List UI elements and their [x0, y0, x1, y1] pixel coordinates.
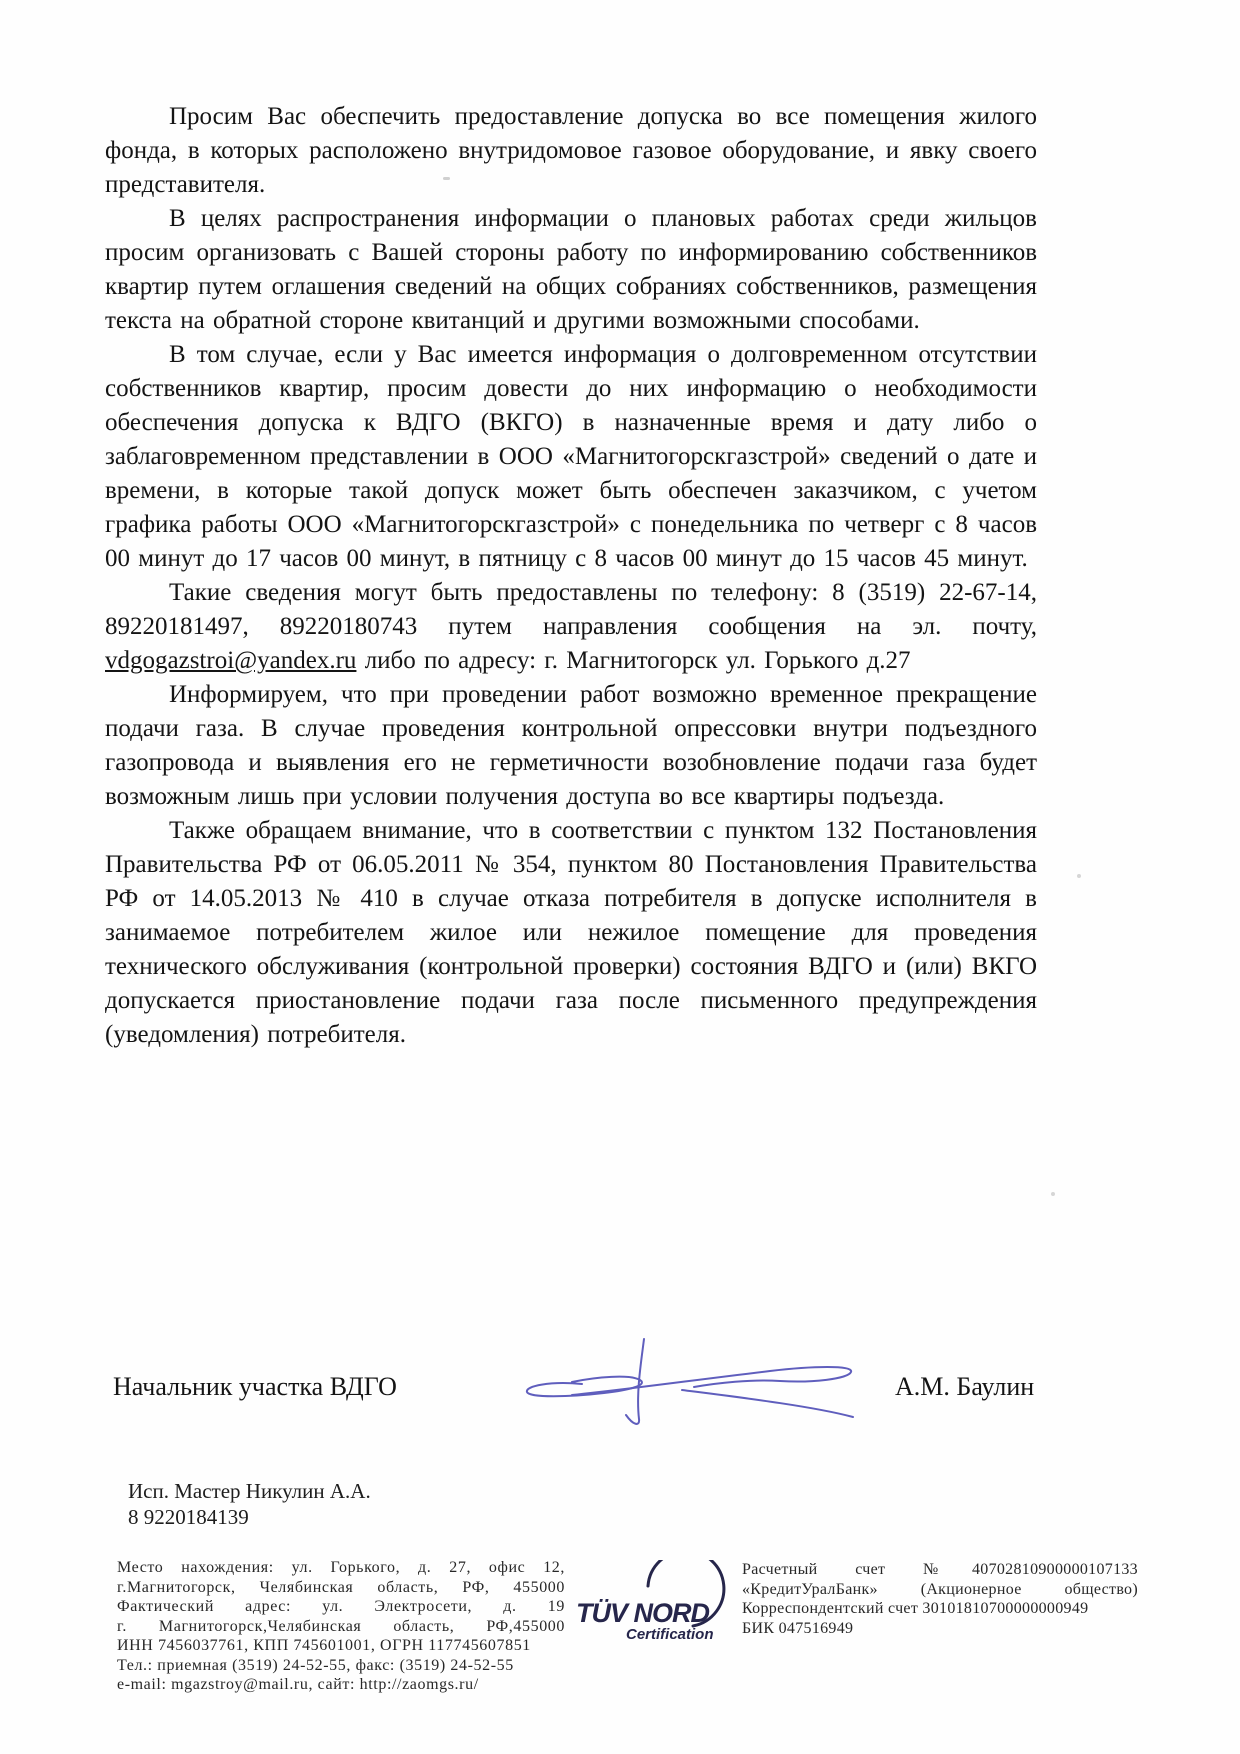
- footer-address-block: [117, 1558, 565, 1695]
- footer-location-line2: г.Магнитогорск, Челябинская область, РФ, 455000: [117, 1578, 565, 1596]
- paragraph-access-request: Просим Вас обеспечить предоставление допуска во все помещения жилого фонда, в которых расположено внутридомовое газовое оборудование, и явку своего представителя.: [105, 103, 1037, 198]
- handwritten-signature: [512, 1335, 862, 1435]
- paragraph-long-absence: В том случае, если у Вас имеется информация о долговременном отсутствии собственников квартир, просим довести до них информацию о необходимости обеспечения допуска к ВДГО (ВКГО) в назначенные время и дату либо о заблаговременном представлении в ООО «Магнитогорскгазстрой» сведений о дате и времени, в которые такой допуск может быть обеспечен заказчиком, с учетом графика работы ООО «Магнитогорскгазстрой» с понедельника по четверг с 8 часов 00 минут до 17 часов 00 минут, в пятницу с 8 часов 00 минут до 15 часов 45 минут.: [105, 341, 1037, 572]
- contact-text-after-email: либо по адресу: г. Магнитогорск ул. Горького д.27: [356, 647, 911, 674]
- footer-actual-address-line2: г. Магнитогорск,Челябинская область, РФ,455000: [117, 1617, 565, 1635]
- footer-correspondent-account: Корреспондентский счет 30101810700000000949: [742, 1600, 1089, 1617]
- scan-speck: [443, 177, 450, 180]
- tuv-nord-logo: [568, 1560, 738, 1660]
- signer-name: А.М. Баулин: [895, 1372, 1035, 1401]
- footer-bank-name: «КредитУралБанк» (Акционерное общество): [742, 1580, 1138, 1598]
- signer-position-title: Начальник участка ВДГО: [113, 1372, 397, 1401]
- footer-phone-line: Тел.: приемная (3519) 24-52-55, факс: (3519) 24-52-55: [117, 1656, 514, 1674]
- paragraph-info-distribution: В целях распространения информации о плановых работах среди жильцов просим организовать с Вашей стороны работу по информированию собственников квартир путем оглашения сведений на общих собраниях собственников, размещения текста на обратной стороне квитанций и другими возможными способами.: [105, 205, 1037, 334]
- tuv-nord-wordmark: TÜV NORD: [576, 1598, 709, 1628]
- footer-bank-block: [742, 1560, 1138, 1638]
- contact-text-before-email: Такие сведения могут быть предоставлены по телефону: 8 (3519) 22-67-14, 89220181497, 89220180743 путем направления сообщения на эл. почту,: [105, 579, 1037, 640]
- scan-speck: [1077, 874, 1081, 878]
- email-address: vdgogazstroi@yandex.ru: [105, 647, 357, 674]
- paragraph-gas-interruption: Информируем, что при проведении работ возможно временное прекращение подачи газа. В случае проведения контрольной опрессовки внутри подъездного газопровода и выявления его не герметичности возобновление подачи газа будет возможным лишь при условии получения доступа во все квартиры подъезда.: [105, 681, 1037, 810]
- scan-speck: [1051, 1192, 1055, 1196]
- executor-phone: 8 9220184139: [128, 1505, 249, 1529]
- footer-actual-address-line: Фактический адрес: ул. Электросети, д. 19: [117, 1598, 565, 1615]
- letter-body: [105, 100, 1037, 1052]
- footer-settlement-account: Расчетный счет №40702810900000107133: [742, 1561, 1138, 1578]
- paragraph-legal-basis: Также обращаем внимание, что в соответствии с пунктом 132 Постановления Правительства РФ от 06.05.2011 № 354, пунктом 80 Постановления Правительства РФ от 14.05.2013 № 410 в случае отказа потребителя в допуске исполнителя в занимаемое потребителем жилое или нежилое помещение для проведения технического обслуживания (контрольной проверки) состояния ВДГО и (или) ВКГО допускается приостановление подачи газа после письменного предупреждения (уведомления) потребителя.: [105, 817, 1037, 1048]
- paragraph-contact-info: [105, 576, 1037, 678]
- executor-block: [128, 1478, 371, 1530]
- executor-name: Исп. Мастер Никулин А.А.: [128, 1479, 371, 1503]
- footer-location-line: Место нахождения: ул. Горького, д. 27, офис 12,: [117, 1559, 565, 1576]
- footer-inn-line: ИНН 7456037761, КПП 745601001, ОГРН 117745607851: [117, 1637, 531, 1654]
- tuv-nord-certification-label: Certification: [626, 1626, 714, 1643]
- footer-email-line: e-mail: mgazstroy@mail.ru, сайт: http://zaomgs.ru/: [117, 1676, 479, 1693]
- footer-bik: БИК 047516949: [742, 1619, 854, 1637]
